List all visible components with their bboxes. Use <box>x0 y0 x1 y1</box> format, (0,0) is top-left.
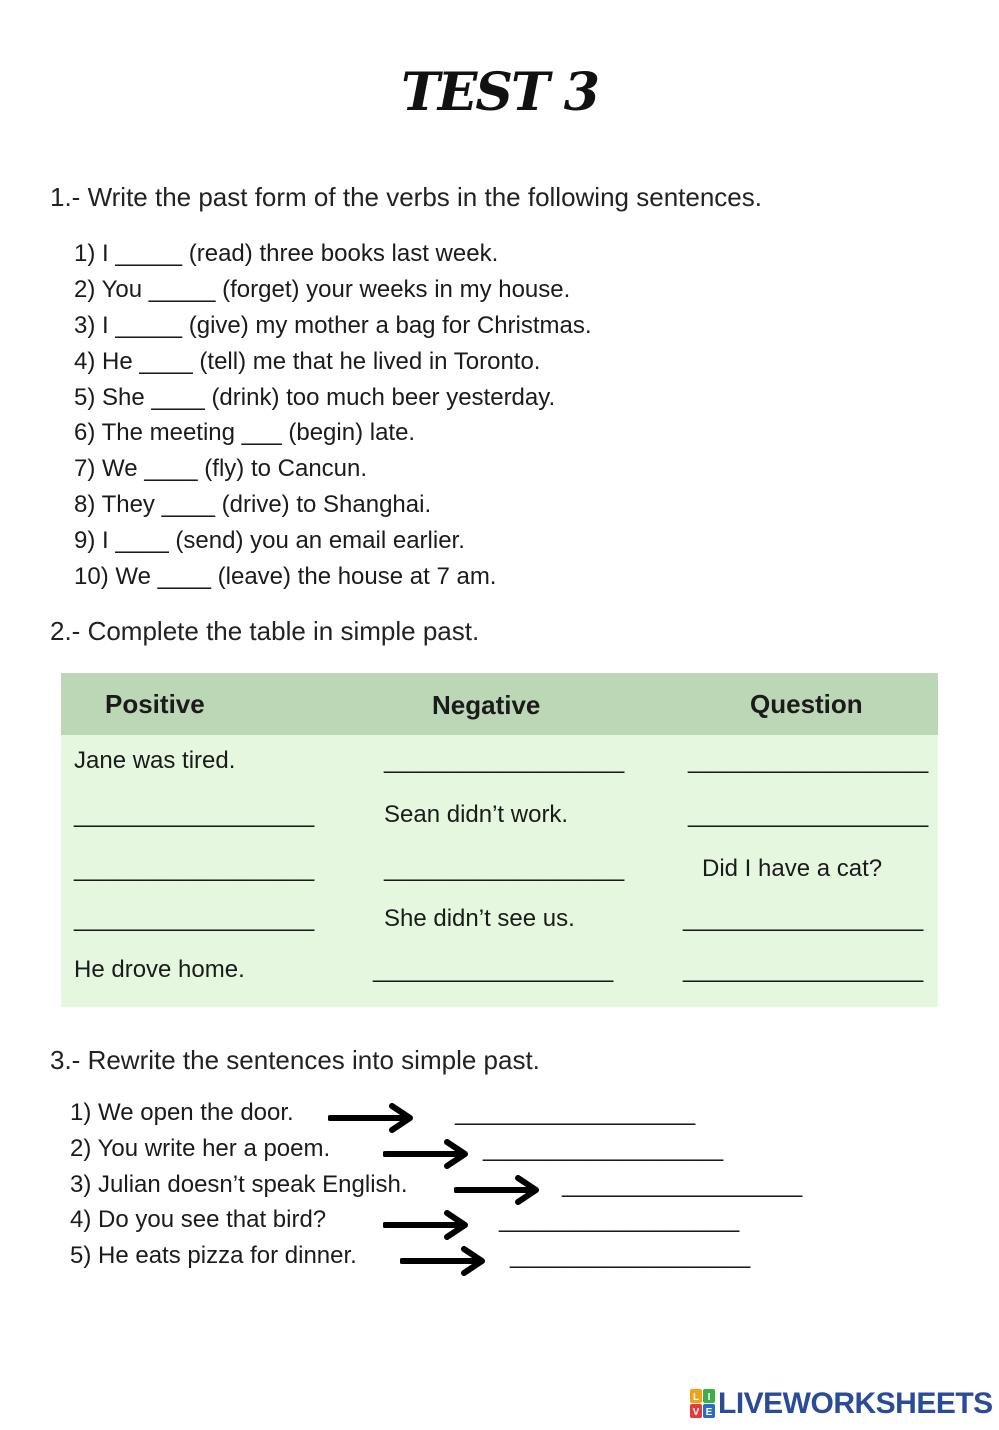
exercise-1-item: 9) I ____ (send) you an email earlier. <box>74 527 465 555</box>
right-arrow-icon <box>400 1246 490 1276</box>
answer-blank[interactable]: __________________ <box>562 1170 803 1198</box>
table-cell[interactable]: __________________ <box>384 747 625 774</box>
exercise-3-list <box>70 1097 930 1276</box>
exercise-3-sentence: 5) He eats pizza for dinner. <box>70 1242 357 1270</box>
table-cell: Jane was tired. <box>74 747 236 774</box>
exercise-3-item <box>70 1169 930 1205</box>
svg-text:E: E <box>705 1407 713 1418</box>
table-cell[interactable]: __________________ <box>74 855 315 882</box>
right-arrow-icon <box>383 1210 473 1240</box>
exercise-1-item: 4) He ____ (tell) me that he lived in Toronto. <box>74 347 541 375</box>
svg-text:L: L <box>692 1392 700 1403</box>
simple-past-table <box>61 673 938 1007</box>
exercise-1-item: 3) I _____ (give) my mother a bag for Christmas. <box>74 311 592 339</box>
exercise-1-list <box>74 236 592 595</box>
column-header-positive: Positive <box>105 689 205 719</box>
exercise-1-item: 5) She ____ (drink) too much beer yesterday. <box>74 383 556 411</box>
exercise-3-sentence: 4) Do you see that bird? <box>70 1206 327 1234</box>
exercise-2-heading: 2.- Complete the table in simple past. <box>50 616 480 646</box>
answer-blank[interactable]: __________________ <box>510 1242 751 1270</box>
column-header-question: Question <box>750 689 863 719</box>
exercise-3-sentence: 3) Julian doesn’t speak English. <box>70 1170 408 1198</box>
table-cell[interactable]: __________________ <box>688 747 929 774</box>
right-arrow-icon <box>328 1103 418 1133</box>
exercise-3-item <box>70 1240 930 1276</box>
table-cell: Sean didn’t work. <box>384 801 569 828</box>
right-arrow-icon <box>383 1139 473 1169</box>
exercise-3-sentence: 2) You write her a poem. <box>70 1134 331 1162</box>
answer-blank[interactable]: __________________ <box>483 1134 724 1162</box>
exercise-3-item <box>70 1097 930 1133</box>
liveworksheets-logo <box>690 1384 993 1424</box>
table-cell: She didn’t see us. <box>384 905 575 932</box>
table-cell: He drove home. <box>74 956 245 983</box>
exercise-3-item <box>70 1204 930 1240</box>
exercise-1-item: 7) We ____ (fly) to Cancun. <box>74 455 368 483</box>
exercise-1-heading: 1.- Write the past form of the verbs in the following sentences. <box>50 182 762 212</box>
column-header-negative: Negative <box>432 690 541 720</box>
table-cell[interactable]: __________________ <box>74 905 315 932</box>
table-cell[interactable]: __________________ <box>384 855 625 882</box>
liveworksheets-logo-icon <box>690 1389 716 1419</box>
table-cell[interactable]: __________________ <box>74 801 315 828</box>
answer-blank[interactable]: __________________ <box>455 1099 696 1126</box>
svg-text:I: I <box>707 1392 711 1403</box>
table-cell[interactable]: __________________ <box>373 956 614 983</box>
logo-text: LIVEWORKSHEETS <box>718 1387 993 1420</box>
exercise-3-heading: 3.- Rewrite the sentences into simple past. <box>50 1045 540 1075</box>
page-title: TEST 3 <box>401 62 598 123</box>
exercise-3-sentence: 1) We open the door. <box>70 1099 294 1126</box>
table-cell[interactable]: __________________ <box>683 956 924 983</box>
svg-text:V: V <box>692 1407 700 1418</box>
table-cell: Did I have a cat? <box>702 855 883 882</box>
exercise-1-item: 8) They ____ (drive) to Shanghai. <box>74 491 432 519</box>
right-arrow-icon <box>454 1175 544 1205</box>
table-cell[interactable]: __________________ <box>683 905 924 932</box>
exercise-1-item: 1) I _____ (read) three books last week. <box>74 240 499 267</box>
exercise-1-item: 6) The meeting ___ (begin) late. <box>74 419 416 447</box>
exercise-1-item: 10) We ____ (leave) the house at 7 am. <box>74 563 497 591</box>
table-header <box>61 673 938 735</box>
exercise-3-item <box>70 1133 930 1169</box>
answer-blank[interactable]: __________________ <box>499 1206 740 1234</box>
exercise-1-item: 2) You _____ (forget) your weeks in my house. <box>74 275 571 303</box>
table-cell[interactable]: __________________ <box>688 801 929 828</box>
